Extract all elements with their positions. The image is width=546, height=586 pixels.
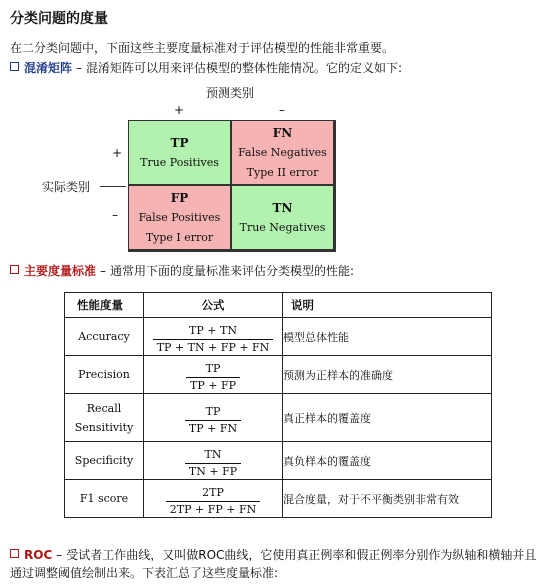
checkbox-square-icon [10, 62, 19, 71]
cell-error-type: Type II error [246, 165, 319, 179]
formula-numerator: TP + TN [189, 323, 237, 337]
table-row [65, 480, 492, 518]
header-formula: 公式 [144, 293, 283, 318]
metrics-line [10, 262, 354, 279]
cell-label: False Positives [138, 210, 221, 224]
dash-separator: – [56, 548, 63, 562]
formula-denominator: 2TP + FP + FN [166, 501, 260, 517]
cell-false-negatives [232, 121, 333, 184]
predicted-class-label: 预测类别 [206, 86, 255, 100]
roc-heading: ROC [24, 548, 53, 562]
cell-error-type: Type I error [145, 230, 214, 244]
metric-name: Specificity [65, 442, 144, 480]
cell-true-positives [129, 121, 230, 184]
metrics-table [64, 292, 492, 518]
cell-label: True Negatives [239, 220, 326, 234]
metric-name: Precision [65, 356, 144, 394]
metric-description: 模型总体性能 [283, 318, 492, 356]
formula-numerator: 2TP [202, 485, 224, 499]
metric-formula [144, 442, 283, 480]
metric-name: F1 score [65, 480, 144, 518]
metrics-heading: 主要度量标准 [24, 264, 97, 278]
cell-false-positives [129, 186, 230, 249]
formula-denominator: TP + TN + FP + FN [153, 339, 274, 355]
metric-formula [144, 394, 283, 442]
actual-plus: + [112, 146, 123, 160]
section-title: 分类问题的度量 [10, 11, 108, 27]
metric-name-alias: Sensitivity [74, 420, 134, 434]
table-row [65, 442, 492, 480]
metric-formula [144, 480, 283, 518]
header-metric: 性能度量 [65, 293, 144, 318]
predicted-plus: + [174, 103, 185, 117]
formula-numerator: TP [205, 404, 221, 418]
predicted-minus: – [279, 103, 285, 117]
confusion-matrix-line [10, 59, 402, 76]
metric-name: Accuracy [65, 318, 144, 356]
roc-description: 受试者工作曲线，又叫做ROC曲线，它使用真正例率和假正例率分别作为纵轴和横轴并且通过调整阈值绘制出来。下表汇总了这些度量标准: [10, 548, 537, 580]
roc-paragraph [10, 546, 540, 582]
formula-denominator: TN + FP [185, 463, 241, 479]
table-row [65, 394, 492, 442]
header-description: 说明 [283, 293, 492, 318]
formula-denominator: TP + FP [186, 377, 240, 393]
dash-separator: – [100, 264, 107, 278]
actual-minus: – [112, 208, 118, 222]
checkbox-square-icon [10, 549, 19, 558]
confusion-heading: 混淆矩阵 [24, 61, 73, 75]
table-row [65, 318, 492, 356]
checkbox-square-icon [10, 265, 19, 274]
metric-formula [144, 318, 283, 356]
cell-true-negatives [232, 186, 333, 249]
metric-description: 真正样本的覆盖度 [283, 394, 492, 442]
dash-separator: – [76, 61, 83, 75]
table-header-row [65, 293, 492, 318]
confusion-matrix [128, 120, 336, 252]
metric-description: 混合度量，对于不平衡类别非常有效 [283, 480, 492, 518]
actual-class-label: 实际类别 [42, 180, 91, 194]
formula-numerator: TN [204, 447, 222, 461]
cell-abbr: TP [170, 135, 189, 150]
metric-name [65, 394, 144, 442]
cell-abbr: FN [272, 125, 293, 140]
cell-abbr: FP [170, 190, 189, 205]
formula-numerator: TP [205, 361, 221, 375]
intro-text: 在二分类问题中，下面这些主要度量标准对于评估模型的性能非常重要。 [10, 41, 395, 55]
table-row [65, 356, 492, 394]
cell-label: True Positives [140, 155, 219, 169]
metric-description: 预测为正样本的准确度 [283, 356, 492, 394]
metric-description: 真负样本的覆盖度 [283, 442, 492, 480]
formula-denominator: TP + FN [185, 420, 241, 436]
cell-label: False Negatives [238, 145, 327, 159]
cell-abbr: TN [272, 200, 293, 215]
metric-formula [144, 356, 283, 394]
metrics-description: 通常用下面的度量标准来评估分类模型的性能: [110, 264, 355, 278]
confusion-description: 混淆矩阵可以用来评估模型的整体性能情况。它的定义如下: [86, 61, 403, 75]
metric-name-primary: Recall [86, 401, 122, 415]
actual-label-connector [100, 186, 126, 187]
